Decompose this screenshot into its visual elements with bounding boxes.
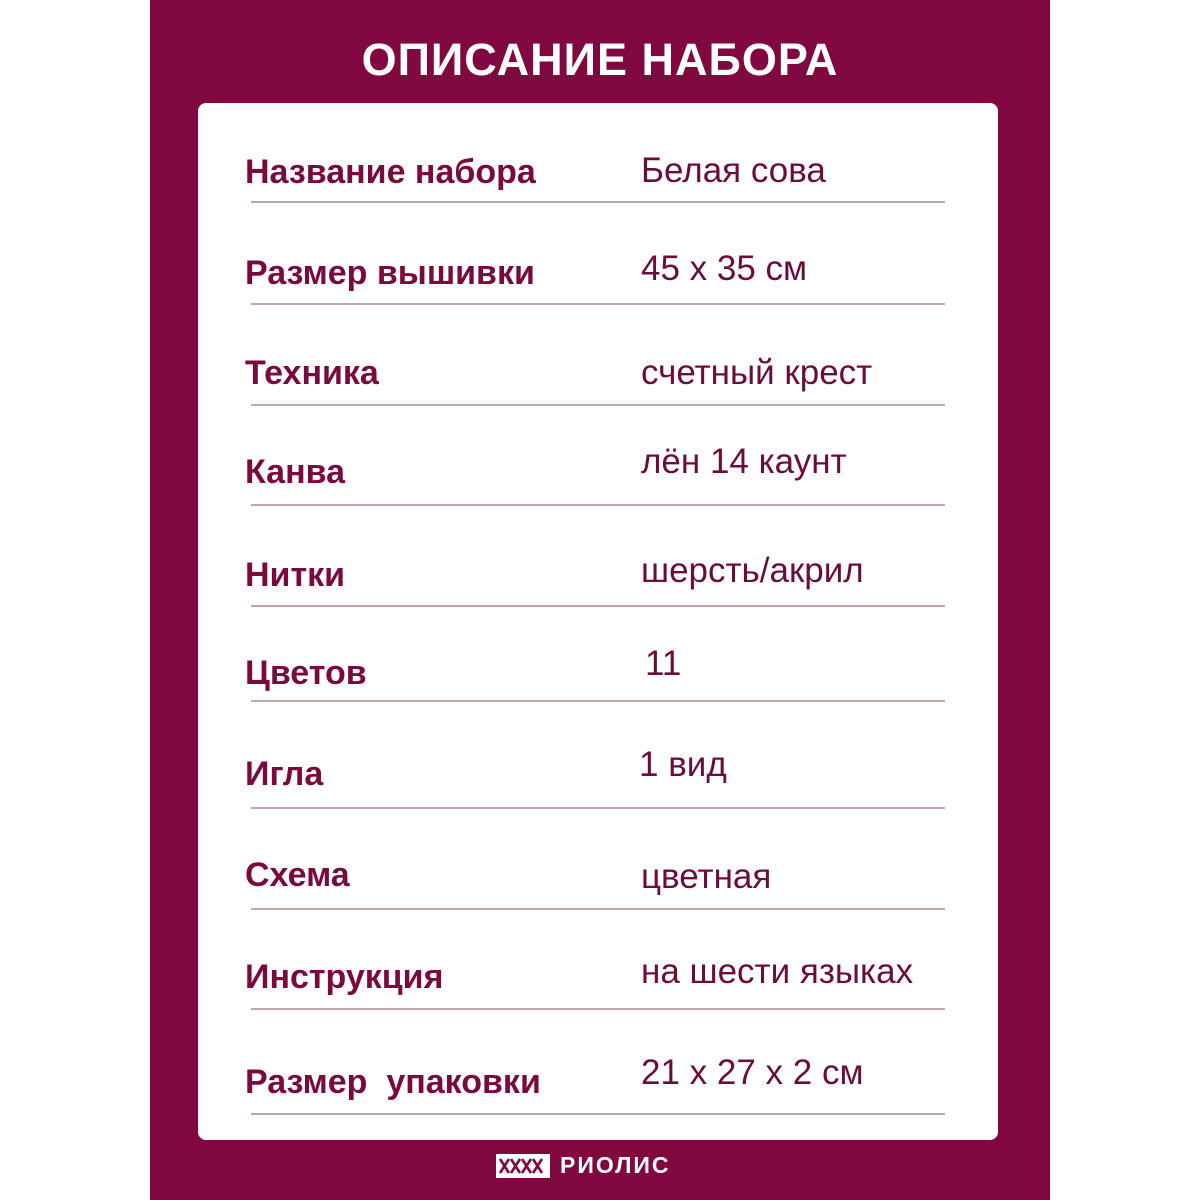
spec-value: Белая сова [641,151,826,190]
spec-label: Цветов [245,654,367,692]
spec-row-colors [198,644,998,752]
spec-value: 45 х 35 см [641,249,808,288]
spec-label: Канва [245,453,345,491]
spec-label: Инструкция [245,958,444,996]
crossed-stitch-logo-icon [496,1154,550,1178]
row-divider [251,201,945,203]
row-divider [251,1008,945,1010]
spec-card [198,103,998,1140]
row-divider [251,303,945,305]
spec-value: цветная [641,857,772,896]
spec-row-embroidery-size [198,249,998,349]
spec-value: 1 вид [639,745,727,784]
spec-value: лён 14 каунт [641,442,847,481]
spec-row-scheme [198,854,998,954]
description-panel [150,0,1050,1200]
spec-row-kit-name [198,148,998,248]
row-divider [251,404,945,406]
spec-value: шерсть/акрил [641,551,864,590]
spec-row-threads [198,553,998,653]
spec-value: 11 [645,644,682,683]
spec-label: Нитки [245,556,346,594]
row-divider [251,807,945,809]
page-title: ОПИСАНИЕ НАБОРА [361,34,839,85]
spec-label: Размер вышивки [245,254,535,292]
spec-row-package-size [198,1053,998,1159]
spec-label: Игла [245,755,324,793]
row-divider [251,908,945,910]
spec-row-technique [198,351,998,451]
row-divider [251,605,945,607]
spec-value: счетный крест [641,353,873,392]
spec-label: Размер упаковки [245,1063,541,1101]
brand-footer [150,1150,1050,1182]
spec-row-instruction [198,952,998,1056]
brand-name: РИОЛИС [560,1152,671,1178]
spec-label: Техника [245,354,379,392]
spec-label: Название набора [245,153,536,191]
spec-value: на шести языках [641,952,914,991]
spec-row-needle [198,745,998,853]
row-divider [251,504,945,506]
row-divider [251,1113,945,1115]
spec-row-canvas [198,442,998,550]
spec-value: 21 х 27 х 2 см [641,1053,864,1092]
spec-label: Схема [245,856,350,894]
row-divider [251,700,945,702]
